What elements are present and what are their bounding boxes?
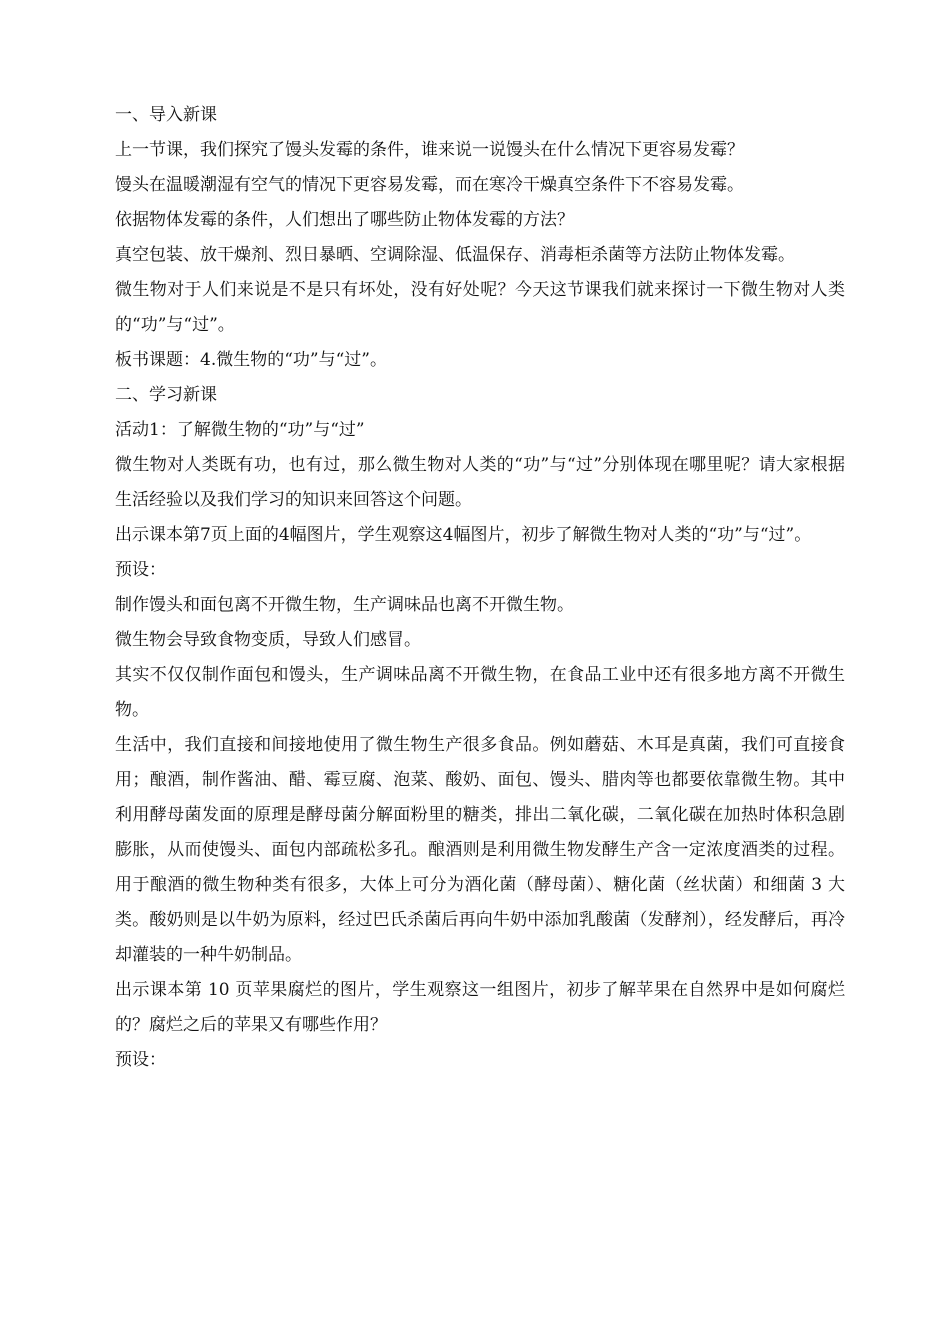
paragraph: 其实不仅仅制作面包和馒头，生产调味品离不开微生物，在食品工业中还有很多地方离不开微生物。 bbox=[115, 665, 845, 720]
preset-label: 预设： bbox=[115, 560, 166, 580]
paragraph: 依据物体发霉的条件，人们想出了哪些防止物体发霉的方法？ bbox=[115, 210, 574, 230]
paragraph: 馒头在温暖潮湿有空气的情况下更容易发霉，而在寒冷干燥真空条件下不容易发霉。 bbox=[115, 175, 744, 195]
paragraph: 微生物会导致食物变质，导致人们感冒。 bbox=[115, 630, 421, 650]
paragraph: 出示课本第 10 页苹果腐烂的图片，学生观察这一组图片，初步了解苹果在自然界中是如何腐烂的？腐烂之后的苹果又有哪些作用？ bbox=[115, 980, 845, 1035]
activity-heading: 活动1：了解微生物的“功”与“过” bbox=[115, 420, 365, 440]
preset-label: 预设： bbox=[115, 1050, 166, 1070]
paragraph: 真空包装、放干燥剂、烈日暴晒、空调除湿、低温保存、消毒柜杀菌等方法防止物体发霉。 bbox=[115, 245, 795, 265]
document-page bbox=[115, 98, 845, 1078]
paragraph: 制作馒头和面包离不开微生物，生产调味品也离不开微生物。 bbox=[115, 595, 574, 615]
paragraph: 出示课本第7页上面的4幅图片，学生观察这4幅图片，初步了解微生物对人类的“功”与“过”。 bbox=[115, 525, 812, 545]
paragraph: 生活中，我们直接和间接地使用了微生物生产很多食品。例如蘑菇、木耳是真菌，我们可直接食用；酿酒，制作酱油、醋、霉豆腐、泡菜、酸奶、面包、馒头、腊肉等也都要依靠微生物。其中利用酵母菌发面的原理是酵母菌分解面粉里的糖类，排出二氧化碳，二氧化碳在加热时体积急剧膨胀，从而使馒头、面包内部疏松多孔。酿酒则是利用微生物发酵生产含一定浓度酒类的过程。用于酿酒的微生物种类有很多，大体上可分为酒化菌（酵母菌）、糖化菌（丝状菌）和细菌 3 大类。酸奶则是以牛奶为原料，经过巴氏杀菌后再向牛奶中添加乳酸菌（发酵剂），经发酵后，再冷却灌装的一种牛奶制品。 bbox=[115, 735, 845, 965]
lesson-title-line: 板书课题：4.微生物的“功”与“过”。 bbox=[115, 350, 387, 370]
paragraph: 微生物对人类既有功，也有过，那么微生物对人类的“功”与“过”分别体现在哪里呢？请大家根据生活经验以及我们学习的知识来回答这个问题。 bbox=[115, 455, 845, 510]
section-heading-intro: 一、导入新课 bbox=[115, 105, 217, 125]
section-heading-new-lesson: 二、学习新课 bbox=[115, 385, 217, 405]
paragraph: 上一节课，我们探究了馒头发霉的条件，谁来说一说馒头在什么情况下更容易发霉？ bbox=[115, 140, 744, 160]
paragraph: 微生物对于人们来说是不是只有坏处，没有好处呢？今天这节课我们就来探讨一下微生物对人类的“功”与“过”。 bbox=[115, 280, 845, 335]
